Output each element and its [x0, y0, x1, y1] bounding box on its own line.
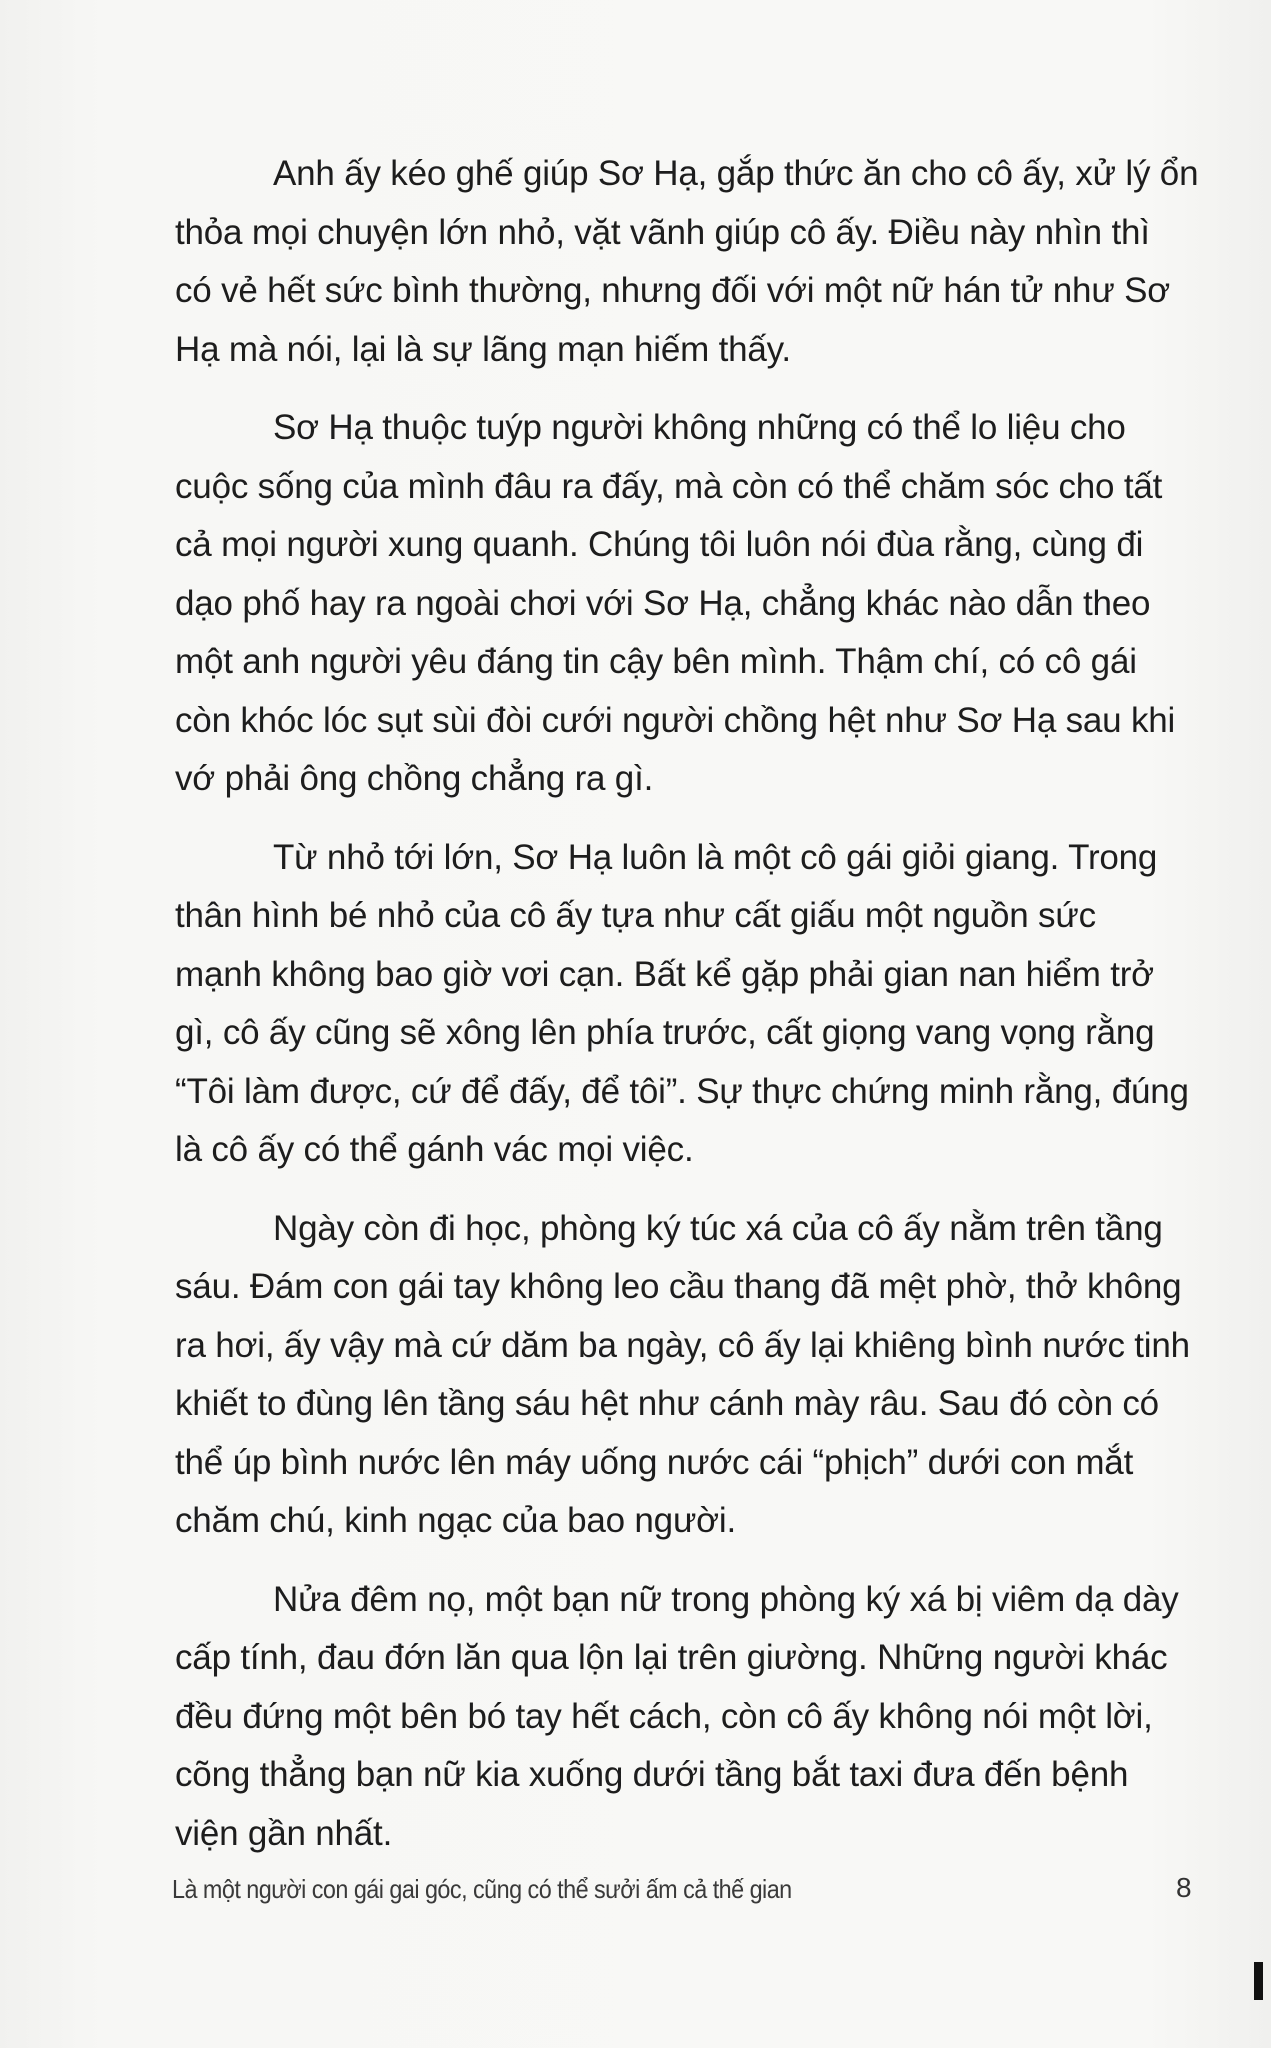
text-line: là cô ấy có thể gánh vác mọi việc.	[175, 1130, 694, 1169]
page-edge-mark	[1254, 1962, 1263, 2000]
text-line: mạnh không bao giờ vơi cạn. Bất kể gặp phải gian nan hiểm trở	[175, 954, 1154, 994]
text-line: sáu. Đám con gái tay không leo cầu thang đã mệt phờ, thở không	[175, 1267, 1182, 1306]
text-line: Anh ấy kéo ghế giúp Sơ Hạ, gắp thức ăn cho cô ấy, xử lý ổn	[273, 154, 1199, 193]
body-text	[175, 145, 1205, 1883]
paragraph-4	[175, 1200, 1205, 1551]
page-number: 8	[1176, 1872, 1192, 1903]
text-line: Ngày còn đi học, phòng ký túc xá của cô ấy nằm trên tầng	[273, 1208, 1163, 1248]
text-line: Nửa đêm nọ, một bạn nữ trong phòng ký xá bị viêm dạ dày	[273, 1579, 1179, 1619]
text-line: “Tôi làm được, cứ để đấy, để tôi”. Sự thực chứng minh rằng, đúng	[175, 1071, 1189, 1111]
text-line: chăm chú, kinh ngạc của bao người.	[175, 1501, 737, 1540]
text-line: ra hơi, ấy vậy mà cứ dăm ba ngày, cô ấy lại khiêng bình nước tinh	[175, 1325, 1190, 1365]
text-line: Từ nhỏ tới lớn, Sơ Hạ luôn là một cô gái giỏi giang. Trong	[273, 837, 1158, 877]
text-line: khiết to đùng lên tầng sáu hệt như cánh mày râu. Sau đó còn có	[175, 1384, 1159, 1423]
text-line: còn khóc lóc sụt sùi đòi cưới người chồng hệt như Sơ Hạ sau khi	[175, 700, 1176, 740]
paragraph-2	[175, 399, 1205, 809]
text-line: cấp tính, đau đớn lăn qua lộn lại trên giường. Những người khác	[175, 1638, 1168, 1677]
text-line: dạo phố hay ra ngoài chơi với Sơ Hạ, chẳng khác nào dẫn theo	[175, 583, 1151, 623]
text-line: viện gần nhất.	[175, 1813, 393, 1853]
text-line: cả mọi người xung quanh. Chúng tôi luôn nói đùa rằng, cùng đi	[175, 525, 1144, 564]
paragraph-5	[175, 1571, 1205, 1864]
text-line: cuộc sống của mình đâu ra đấy, mà còn có thể chăm sóc cho tất	[175, 466, 1163, 506]
text-line: đều đứng một bên bó tay hết cách, còn cô ấy không nói một lời,	[175, 1696, 1153, 1736]
text-line: cõng thẳng bạn nữ kia xuống dưới tầng bắt taxi đưa đến bệnh	[175, 1755, 1129, 1794]
text-line: thể úp bình nước lên máy uống nước cái “phịch” dưới con mắt	[175, 1442, 1134, 1482]
text-line: thỏa mọi chuyện lớn nhỏ, vặt vãnh giúp cô ấy. Điều này nhìn thì	[175, 212, 1150, 252]
text-line: vớ phải ông chồng chẳng ra gì.	[175, 759, 654, 798]
paragraph-3	[175, 829, 1205, 1180]
text-line: một anh người yêu đáng tin cậy bên mình. Thậm chí, có cô gái	[175, 642, 1137, 681]
text-line: Sơ Hạ thuộc tuýp người không những có thể lo liệu cho	[273, 408, 1126, 447]
text-line: Hạ mà nói, lại là sự lãng mạn hiếm thấy.	[175, 329, 791, 369]
text-line: gì, cô ấy cũng sẽ xông lên phía trước, cất giọng vang vọng rằng	[175, 1013, 1155, 1052]
running-footer-title: Là một người con gái gai góc, cũng có thể sưởi ấm cả thế gian	[172, 1874, 792, 1904]
paragraph-1	[175, 145, 1205, 379]
text-line: có vẻ hết sức bình thường, nhưng đối với một nữ hán tử như Sơ	[175, 271, 1170, 310]
text-line: thân hình bé nhỏ của cô ấy tựa như cất giấu một nguồn sức	[175, 896, 1096, 935]
